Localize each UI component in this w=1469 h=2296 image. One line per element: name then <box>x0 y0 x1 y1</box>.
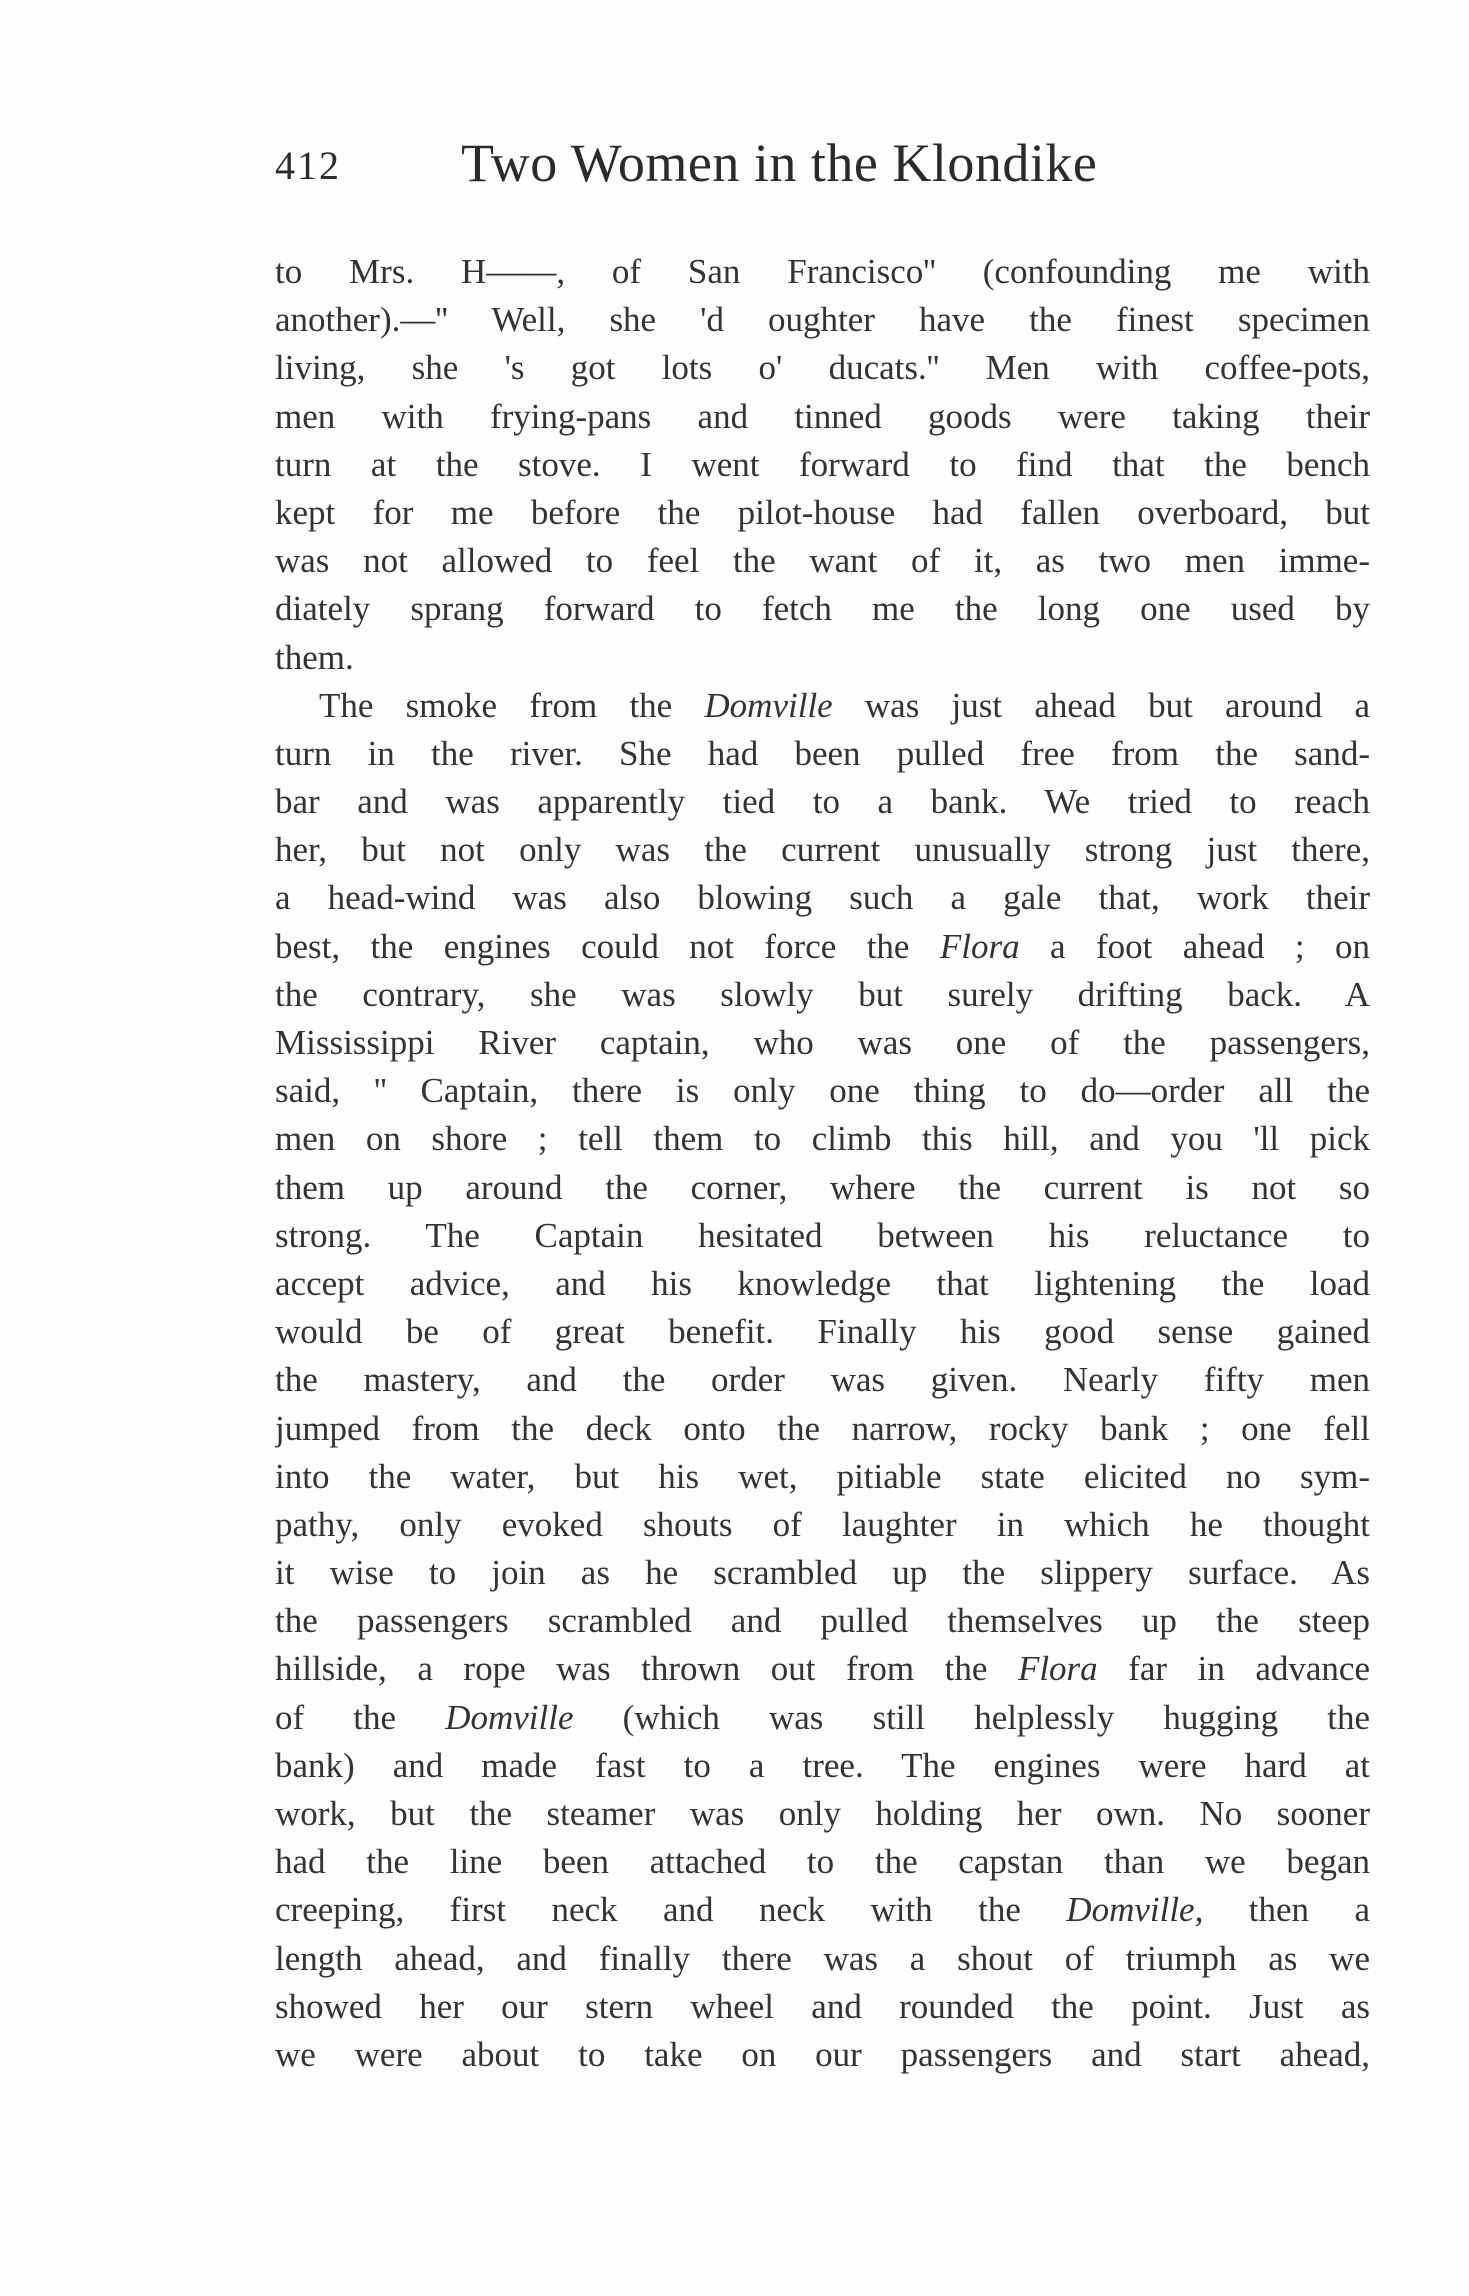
text-line: we were about to take on our passengers and start ahead, <box>275 2034 1370 2074</box>
text-line: length ahead, and finally there was a shout of triumph as we <box>275 1938 1370 1978</box>
text-line: the passengers scrambled and pulled themselves up the steep <box>275 1601 1370 1641</box>
text-segment: far in advance <box>1097 1649 1370 1689</box>
text-line: men on shore ; tell them to climb this hill, and you 'll pick <box>275 1119 1370 1159</box>
text-line: showed her our stern wheel and rounded the point. Just as <box>275 1986 1370 2026</box>
text-segment: The smoke from the <box>319 685 705 725</box>
page-number: 412 <box>275 143 341 188</box>
text-segment: hillside, a rope was thrown out from the <box>275 1649 1018 1689</box>
text-segment: of the <box>275 1697 446 1737</box>
text-segment: then a <box>1203 1890 1370 1930</box>
italic-ship-name: Domville <box>445 1697 574 1737</box>
text-line: would be of great benefit. Finally his good sense gained <box>275 1312 1370 1352</box>
text-line: to Mrs. H——, of San Francisco'' (confounding me with <box>275 252 1370 291</box>
running-title: Two Women in the Klondike <box>461 133 1098 193</box>
text-segment: a foot ahead ; on <box>1019 926 1370 966</box>
text-segment: (which was still helplessly hugging the <box>573 1697 1370 1737</box>
text-line: men with frying-pans and tinned goods were taking their <box>275 396 1370 436</box>
text-line: work, but the steamer was only holding her own. No sooner <box>275 1794 1370 1833</box>
text-segment: creeping, first neck and neck with the <box>275 1890 1067 1930</box>
text-line: into the water, but his wet, pitiable state elicited no sym- <box>275 1456 1370 1496</box>
text-line: strong. The Captain hesitated between his reluctance to <box>275 1215 1370 1255</box>
text-line <box>275 1886 1370 1934</box>
body-text <box>275 248 1370 2079</box>
text-line: them. <box>275 637 354 677</box>
text-line: turn at the stove. I went forward to find that the bench <box>275 444 1370 484</box>
text-line: the mastery, and the order was given. Nearly fifty men <box>275 1360 1370 1400</box>
text-line: bank) and made fast to a tree. The engines were hard at <box>275 1745 1370 1785</box>
italic-ship-name: Flora <box>939 926 1020 966</box>
text-line: living, she 's got lots o' ducats.'' Men with coffee-pots, <box>275 348 1370 388</box>
text-line <box>275 1694 1370 1742</box>
text-line <box>275 923 1370 971</box>
text-line <box>275 682 1370 730</box>
text-line: a head-wind was also blowing such a gale that, work their <box>275 878 1370 918</box>
text-line: the contrary, she was slowly but surely drifting back. A <box>275 974 1370 1014</box>
text-line: pathy, only evoked shouts of laughter in which he thought <box>275 1504 1370 1544</box>
text-line: diately sprang forward to fetch me the long one used by <box>275 589 1370 629</box>
italic-ship-name: Domville, <box>1066 1890 1204 1930</box>
page-header <box>275 132 1200 202</box>
text-line: was not allowed to feel the want of it, as two men imme- <box>275 541 1370 581</box>
text-line <box>275 1645 1370 1693</box>
text-segment: best, the engines could not force the <box>275 926 940 966</box>
text-line: it wise to join as he scrambled up the slippery surface. As <box>275 1553 1370 1593</box>
text-line: jumped from the deck onto the narrow, rocky bank ; one fell <box>275 1408 1370 1448</box>
text-line: another).—'' Well, she 'd oughter have the finest specimen <box>275 300 1370 340</box>
text-line: her, but not only was the current unusually strong just there, <box>275 830 1370 870</box>
text-line: Mississippi River captain, who was one of the passengers, <box>275 1023 1370 1062</box>
text-line: said, '' Captain, there is only one thing to do—order all the <box>275 1071 1370 1111</box>
text-line: turn in the river. She had been pulled free from the sand- <box>275 733 1370 773</box>
text-line: accept advice, and his knowledge that lightening the load <box>275 1263 1370 1303</box>
text-line: had the line been attached to the capstan than we began <box>275 1842 1370 1882</box>
text-line: kept for me before the pilot-house had fallen overboard, but <box>275 492 1370 532</box>
text-line: them up around the corner, where the current is not so <box>275 1167 1370 1207</box>
italic-ship-name: Flora <box>1017 1649 1098 1689</box>
text-line: bar and was apparently tied to a bank. We tried to reach <box>275 782 1370 822</box>
italic-ship-name: Domville <box>704 685 833 725</box>
text-segment: was just ahead but around a <box>832 685 1370 725</box>
